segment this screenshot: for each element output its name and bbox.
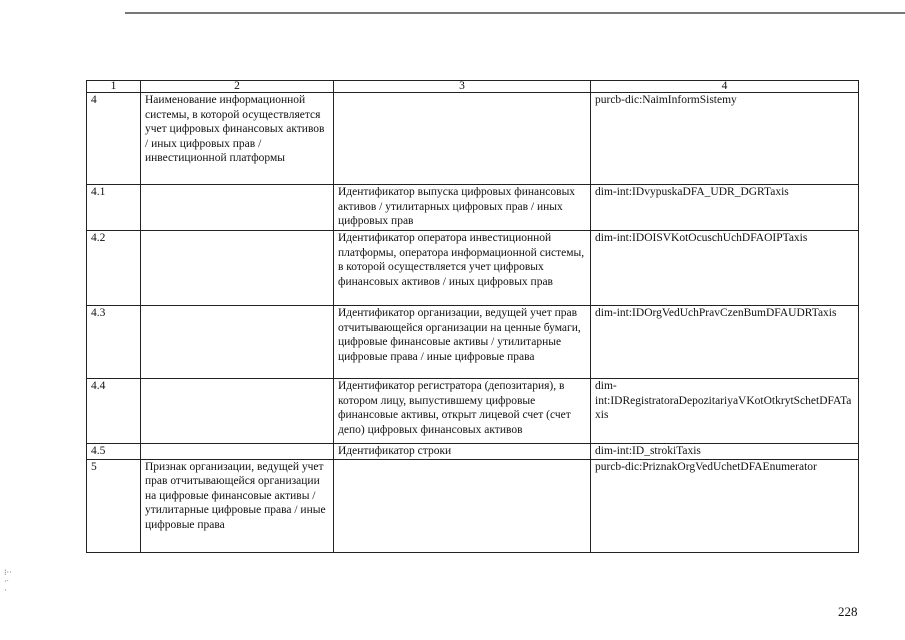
cell-code: dim-int:IDOISVKotOcuschUchDFAOIPTaxis: [591, 231, 859, 306]
cell-code: purcb-dic:PriznakOrgVedUchetDFAEnumerator: [591, 459, 859, 552]
cell-desc: Идентификатор организации, ведущей учет прав отчитывающейся организации на ценные бумаги, цифровые финансовые активы / утилитарные цифровые права / иные цифровые права: [334, 306, 591, 379]
taxonomy-table: [86, 80, 859, 553]
cell-desc: [334, 93, 591, 185]
cell-name: [141, 185, 334, 231]
header-row: [87, 81, 859, 93]
cell-num: 5: [87, 459, 141, 552]
header-cell: 1: [87, 81, 141, 93]
cell-code: dim-int:IDvypuskaDFA_UDR_DGRTaxis: [591, 185, 859, 231]
cell-name: Наименование информационной системы, в которой осуществляется учет цифровых финансовых активов / иных цифровых прав / инвестиционной платформы: [141, 93, 334, 185]
cell-code: dim-int:IDRegistratoraDepozitariyaVKotOtkrytSchetDFATaxis: [591, 379, 859, 444]
cell-desc: Идентификатор регистратора (депозитария), в котором лицу, выпустившему цифровые финансовые активы, открыт лицевой счет (счет депо) цифровых финансовых активов: [334, 379, 591, 444]
scan-artifact: ⁝·· ·ˑ ·: [4, 568, 12, 595]
cell-name: Признак организации, ведущей учет прав отчитывающейся организации на цифровые финансовые активы / утилитарные цифровые права / иные цифровые права: [141, 459, 334, 552]
cell-num: 4.4: [87, 379, 141, 444]
header-cell: 3: [334, 81, 591, 93]
table-row: [87, 93, 859, 185]
cell-num: 4.2: [87, 231, 141, 306]
cell-name: [141, 444, 334, 460]
cell-code: purcb-dic:NaimInformSistemy: [591, 93, 859, 185]
header-cell: 4: [591, 81, 859, 93]
cell-desc: Идентификатор оператора инвестиционной платформы, оператора информационной системы, в которой осуществляется учет цифровых финансовых активов / иных цифровых прав: [334, 231, 591, 306]
cell-num: 4: [87, 93, 141, 185]
cell-desc: Идентификатор выпуска цифровых финансовых активов / утилитарных цифровых прав / иных цифровых прав: [334, 185, 591, 231]
cell-name: [141, 231, 334, 306]
cell-code: dim-int:IDOrgVedUchPravCzenBumDFAUDRTaxis: [591, 306, 859, 379]
cell-desc: Идентификатор строки: [334, 444, 591, 460]
cell-num: 4.1: [87, 185, 141, 231]
table-row: [87, 185, 859, 231]
cell-name: [141, 306, 334, 379]
page-number: 228: [838, 604, 858, 619]
header-cell: 2: [141, 81, 334, 93]
cell-name: [141, 379, 334, 444]
header-rule: [125, 12, 905, 14]
cell-num: 4.3: [87, 306, 141, 379]
table-row: [87, 379, 859, 444]
cell-desc: [334, 459, 591, 552]
table-row: [87, 444, 859, 460]
cell-num: 4.5: [87, 444, 141, 460]
cell-code: dim-int:ID_strokiTaxis: [591, 444, 859, 460]
table-row: [87, 459, 859, 552]
table-row: [87, 231, 859, 306]
table-row: [87, 306, 859, 379]
